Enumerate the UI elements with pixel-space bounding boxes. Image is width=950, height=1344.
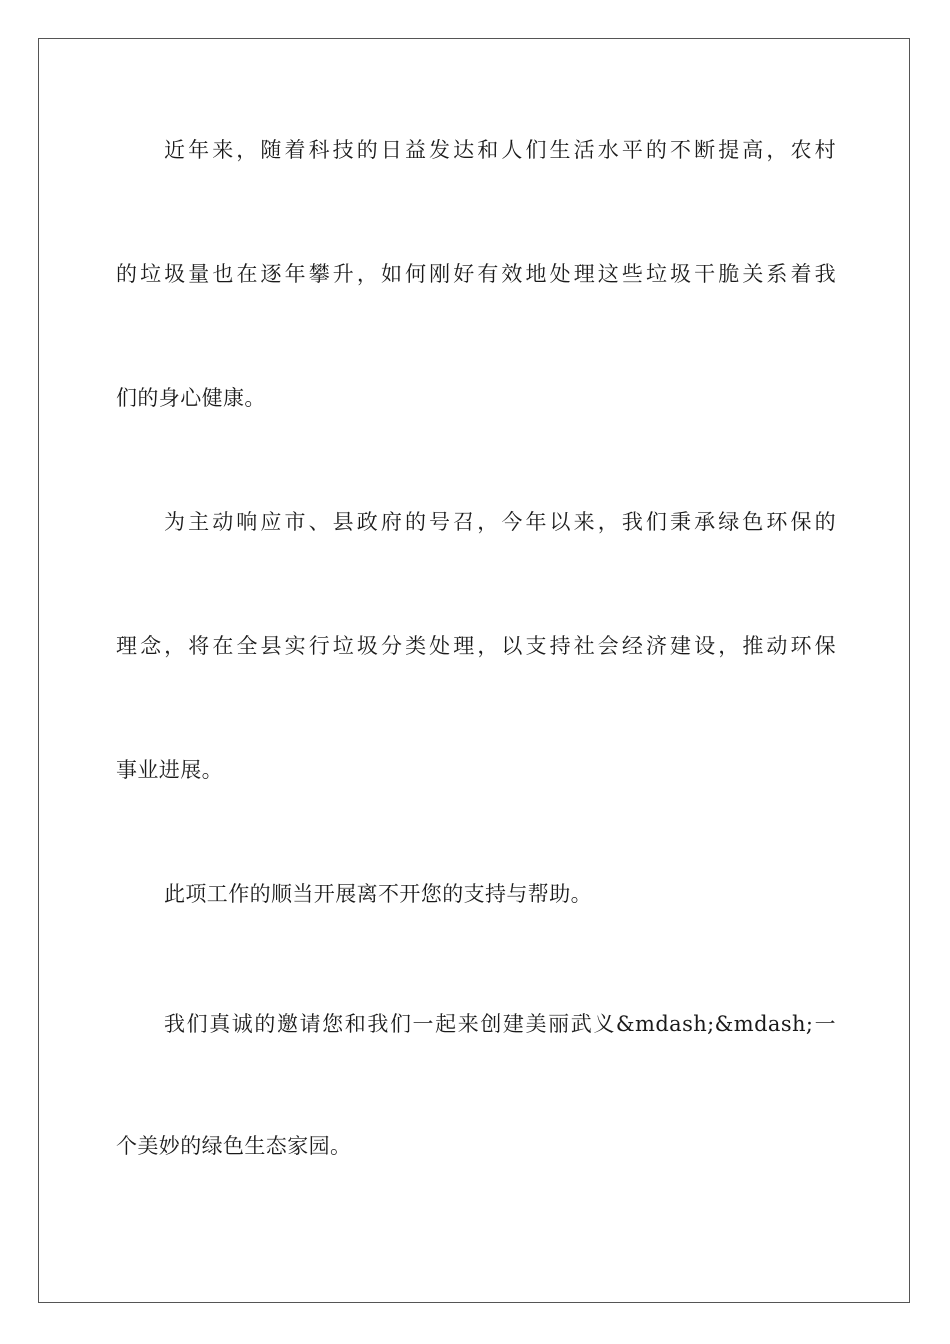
paragraph-4-line-2: 个美妙的绿色生态家园。 — [116, 1134, 352, 1158]
paragraph-2-line-3: 事业进展。 — [116, 758, 223, 782]
paragraph-3-line-1: 此项工作的顺当开展离不开您的支持与帮助。 — [164, 882, 592, 906]
paragraph-2-line-2: 理念，将在全县实行垃圾分类处理，以支持社会经济建设，推动环保 — [116, 634, 836, 658]
paragraph-1-line-1: 近年来，随着科技的日益发达和人们生活水平的不断提高，农村 — [164, 138, 836, 162]
page-border — [38, 38, 910, 1303]
paragraph-1-line-2: 的垃圾量也在逐年攀升，如何刚好有效地处理这些垃圾干脆关系着我 — [116, 262, 836, 286]
paragraph-2-line-1: 为主动响应市、县政府的号召，今年以来，我们秉承绿色环保的 — [164, 510, 836, 534]
paragraph-4-line-1: 我们真诚的邀请您和我们一起来创建美丽武义&mdash;&mdash;一 — [164, 1012, 836, 1036]
paragraph-1-line-3: 们的身心健康。 — [116, 386, 266, 410]
